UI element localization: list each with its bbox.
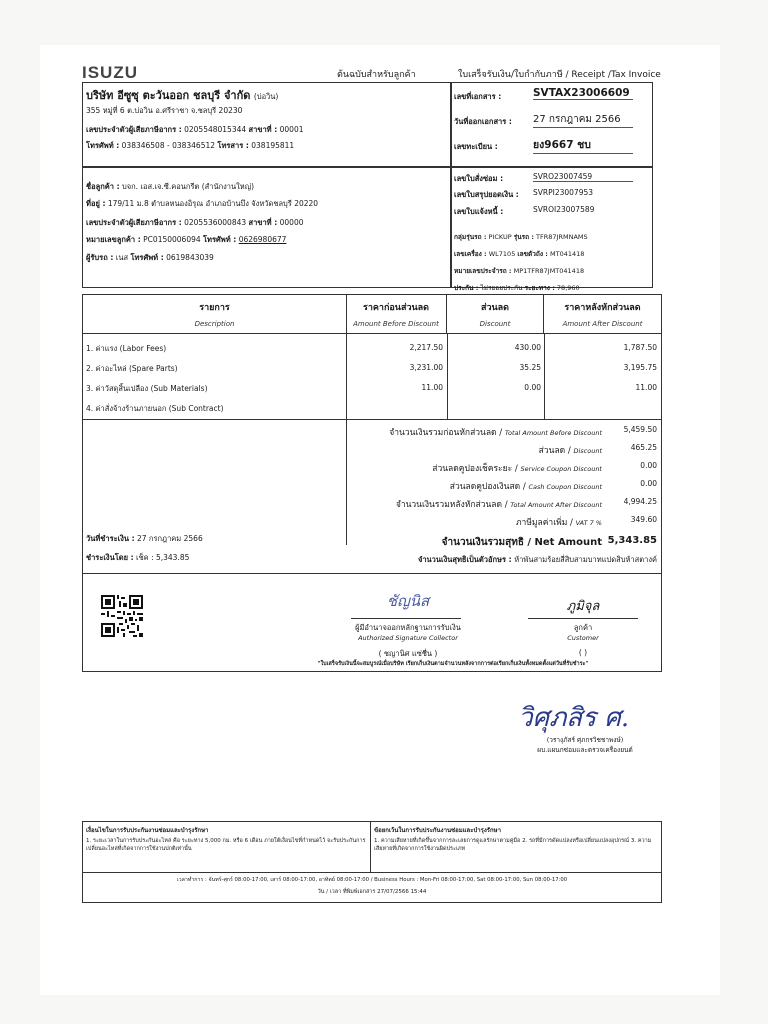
collector-title-th: ผู้มีอำนาจออกหลักฐานการรับเงิน <box>355 623 461 632</box>
vin: MP1TFR87JMT041418 <box>513 267 585 275</box>
amount-words: ห้าพันสามร้อยสี่สิบสามบาทแปดสิบห้าสตางค์ <box>514 555 657 564</box>
company-branch-no: 00001 <box>279 125 304 134</box>
footer-box <box>82 821 662 903</box>
company-fax-label: โทรสาร : <box>217 141 249 150</box>
signature-divider <box>83 573 661 574</box>
summary-line: จำนวนเงินรวมหลังหักส่วนลด / Total Amount After Discount <box>395 500 602 510</box>
customer-phone-label: โทรศัพท์ : <box>203 235 237 244</box>
warranty-exceptions-text: 1. ความเสียหายที่เกิดขึ้นจากการละเลยการดูแลรักษาตามคู่มือ 2. รถที่มีการดัดแปลงหรือเปลี่ยนแปลงอุปกรณ์ 3. ความเสียหายที่เกิดจากการใช้งานผิดประเภท <box>374 838 652 852</box>
model-label: รุ่นรถ : <box>513 233 534 241</box>
customer-tax-label: เลขประจำตัวผู้เสียภาษีอากร : <box>86 218 182 227</box>
header-after-discount: ราคาหลังหักส่วนลด Amount After Discount <box>562 303 643 328</box>
collector-signature-line <box>351 618 461 619</box>
table-body-bottom <box>83 419 661 420</box>
row-description: 4. ค่าสั่งจ้างร้านภายนอก (Sub Contract) <box>86 404 224 413</box>
customer-name: ( ) <box>578 648 588 657</box>
pay-by-label: ชำระเงินโดย : <box>86 553 134 562</box>
collector-name: ( ชญานิศ แซ่ชื่น ) <box>378 649 438 658</box>
model-group-label: กลุ่มรุ่นรถ : <box>454 233 487 241</box>
company-branch: (บ่อวิน) <box>253 92 279 101</box>
summary-line: ส่วนลด / Discount <box>538 446 602 456</box>
items-table <box>82 294 662 672</box>
repair-order-label: เลขใบสั่งซ่อม : <box>454 174 504 183</box>
repair-order-no: SVRO23007459 <box>533 172 633 182</box>
header-discount: ส่วนลด Discount <box>447 295 544 333</box>
warranty-conditions-text: 1. ระยะเวลาในการรับประกันอะไหล่ คือ ระยะทาง 5,000 กม. หรือ 6 เดือน ภายใต้เงื่อนไขที่กำหนดไว้ จะรับประกันการเปลี่ยนอะไหล่ที่เกิดจากการใช้งานปกติเท่านั้น <box>86 838 366 852</box>
receiver-label: ผู้รับรถ : <box>86 253 114 262</box>
chassis-no: MT041418 <box>549 250 585 258</box>
pay-date-label: วันที่ชำระเงิน : <box>86 534 135 543</box>
summary-line: ภาษีมูลค่าเพิ่ม / VAT 7 % <box>515 518 602 528</box>
summary-value: 465.25 <box>630 443 657 452</box>
customer-address: 179/11 ม.8 ตำบลหนองอิรุณ อำเภอบ้านบึง จังหวัดชลบุรี 20220 <box>107 199 319 208</box>
customer-signature-line <box>528 618 638 619</box>
customer-box <box>82 166 452 288</box>
plate-label: เลขทะเบียน : <box>454 142 498 151</box>
vehicle-box <box>450 166 653 292</box>
row-before: 11.00 <box>421 383 443 392</box>
pay-by: เช็ค : 5,343.85 <box>136 553 190 562</box>
row-after: 3,195.75 <box>623 363 657 372</box>
customer-branch-label: สาขาที่ : <box>248 218 278 227</box>
copy-label: ต้นฉบับสำหรับลูกค้า <box>337 70 416 80</box>
pay-date: 27 กรกฎาคม 2566 <box>137 534 203 543</box>
customer-title-en: Customer <box>567 634 599 642</box>
row-description: 2. ค่าอะไหล่ (Spare Parts) <box>86 364 178 373</box>
summary-value: 5,459.50 <box>623 425 657 434</box>
manager-name: (วรางุภัสร์ ศุภกรวิชชาพงษ์) <box>546 736 624 744</box>
doc-date-label: วันที่ออกเอกสาร : <box>454 117 512 126</box>
engine-no: WL7105 <box>488 250 516 258</box>
company-branch-no-label: สาขาที่ : <box>248 125 278 134</box>
footer-divider <box>83 872 661 873</box>
receipt-page <box>40 45 720 995</box>
row-before: 3,231.00 <box>409 363 443 372</box>
row-discount: 430.00 <box>514 343 541 352</box>
summary-value: 0.00 <box>640 461 657 470</box>
notify-label: เลขใบแจ้งหนี้ : <box>454 207 504 216</box>
qr-code <box>99 593 145 639</box>
vin-label: หมายเลขประจำรถ : <box>454 267 512 275</box>
model: TFR87JRMNAMS <box>536 233 588 241</box>
customer-title-th: ลูกค้า <box>573 623 593 632</box>
header-before-discount: ราคาก่อนส่วนลด Amount Before Discount <box>346 295 447 333</box>
collector-title-en: Authorized Signature Collector <box>358 634 458 642</box>
customer-phone: 0626980677 <box>238 235 287 244</box>
company-tax-id: 0205548015344 <box>184 125 247 134</box>
receiver-phone: 0619843039 <box>166 253 214 262</box>
receipt-note: "ใบเสร็จรับเงินนี้จะสมบูรณ์เมื่อบริษัท เรียกเก็บเงินตามจำนวนหลังจากการต่อเรียกเก็บเงินทั้งหมดตั้งแต่วันที่รับชำระ" <box>317 661 589 667</box>
row-discount: 0.00 <box>524 383 541 392</box>
customer-signature: ภูมิจุล <box>566 599 600 614</box>
summary-value: 0.00 <box>640 479 657 488</box>
table-row <box>83 399 661 419</box>
net-amount-value: 5,343.85 <box>607 535 657 546</box>
company-box <box>82 82 452 168</box>
receiver-phone-label: โทรศัพท์ : <box>130 253 164 262</box>
summary-line: ส่วนลดคูปองเงินสด / Cash Coupon Discount <box>449 482 602 492</box>
row-discount: 35.25 <box>519 363 541 372</box>
company-fax: 038195811 <box>251 141 295 150</box>
customer-branch: 00000 <box>279 218 304 227</box>
doc-no: SVTAX23006609 <box>533 87 633 100</box>
warranty-exceptions-title: ข้อยกเว้นในการรับประกันงานซ่อมและบำรุงรักษา <box>374 827 501 834</box>
row-after: 1,787.50 <box>623 343 657 352</box>
doc-no-label: เลขที่เอกสาร : <box>454 92 502 101</box>
engine-label: เลขเครื่อง : <box>454 250 487 258</box>
summary-label: เลขใบสรุปยอดเงิน : <box>454 190 519 199</box>
row-after: 11.00 <box>635 383 657 392</box>
summary-line: ส่วนลดคูปองเช็คระยะ / Service Coupon Discount <box>432 464 602 474</box>
print-timestamp: วัน / เวลา ที่พิมพ์เอกสาร 27/07/2566 15:44 <box>317 889 427 895</box>
company-phone-label: โทรศัพท์ : <box>86 141 120 150</box>
header-description: รายการ Description <box>83 295 347 333</box>
customer-address-label: ที่อยู่ : <box>86 199 106 208</box>
company-phone: 038346508 - 038346512 <box>121 141 216 150</box>
company-address: 355 หมู่ที่ 6 ต.บ่อวิน อ.ศรีราชา จ.ชลบุรี 20230 <box>86 106 243 115</box>
document-info-box <box>450 82 653 168</box>
plate-number: ยง9667 ชบ <box>533 136 633 154</box>
mileage-label: ระยะทาง : <box>524 284 555 292</box>
net-amount-label: จำนวนเงินรวมสุทธิ / Net Amount <box>441 537 602 548</box>
summary-value: 349.60 <box>630 515 657 524</box>
amount-words-label: จำนวนเงินสุทธิเป็นตัวอักษร : <box>417 555 512 564</box>
doc-date: 27 กรกฎาคม 2566 <box>533 112 633 128</box>
warranty-conditions-title: เงื่อนไขในการรับประกันงานซ่อมและบำรุงรักษา <box>86 827 209 834</box>
collector-signature: ชัญนิส <box>386 592 430 610</box>
customer-no: PC0150006094 <box>143 235 201 244</box>
company-tax-label: เลขประจำตัวผู้เสียภาษีอากร : <box>86 125 182 134</box>
manager-title: ผบ.แผนกซ่อมและตรวจเครื่องยนต์ <box>537 746 633 754</box>
table-row <box>83 379 661 399</box>
warranty-label: ประกัน : <box>454 284 479 292</box>
document-title: ใบเสร็จรับเงิน/ใบกำกับภาษี / Receipt /Tax Invoice <box>458 70 661 80</box>
warranty-conditions <box>83 822 371 872</box>
isuzu-logo: ISUZU <box>82 63 138 82</box>
customer-name-label: ชื่อลูกค้า : <box>86 182 120 191</box>
row-description: 3. ค่าวัสดุสิ้นเปลือง (Sub Materials) <box>86 384 208 393</box>
model-group: PICKUP <box>488 233 512 241</box>
summary-no: SVRPI23007953 <box>533 188 594 197</box>
warranty: ไม่รยอยประกัน <box>480 284 523 292</box>
table-header <box>83 295 661 334</box>
business-hours: เวลาทำการ : จันทร์-ศุกร์ 08:00-17:00, เสาร์ 08:00-17:00, อาทิตย์ 08:00-17:00 / Business Hours : Mon-Fri 08:00-17:00, Sat 08:00-17:00, Sun 08:00-17:00 <box>176 877 568 883</box>
row-before: 2,217.50 <box>409 343 443 352</box>
summary-line: จำนวนเงินรวมก่อนหักส่วนลด / Total Amount Before Discount <box>389 428 602 438</box>
row-description: 1. ค่าแรง (Labor Fees) <box>86 344 167 353</box>
customer-tax-id: 0205536000843 <box>184 218 247 227</box>
customer-no-label: หมายเลขลูกค้า : <box>86 235 141 244</box>
notify-no: SVROI23007589 <box>533 205 595 214</box>
warranty-exceptions <box>371 822 661 872</box>
chassis-label: เลขตัวถัง : <box>517 250 548 258</box>
customer-name: บจก. เอส.เจ.ซี.คอนกรีต (สำนักงานใหญ่) <box>121 182 255 191</box>
table-row <box>83 339 661 359</box>
summary-value: 4,994.25 <box>623 497 657 506</box>
receiver-name: เนส <box>115 253 129 262</box>
table-row <box>83 359 661 379</box>
mileage: 78,960 <box>556 284 580 292</box>
manager-signature: วิศุภสิร ศ. <box>518 703 630 733</box>
company-name: บริษัท อีซูซุ ตะวันออก ชลบุรี จำกัด <box>86 89 251 102</box>
